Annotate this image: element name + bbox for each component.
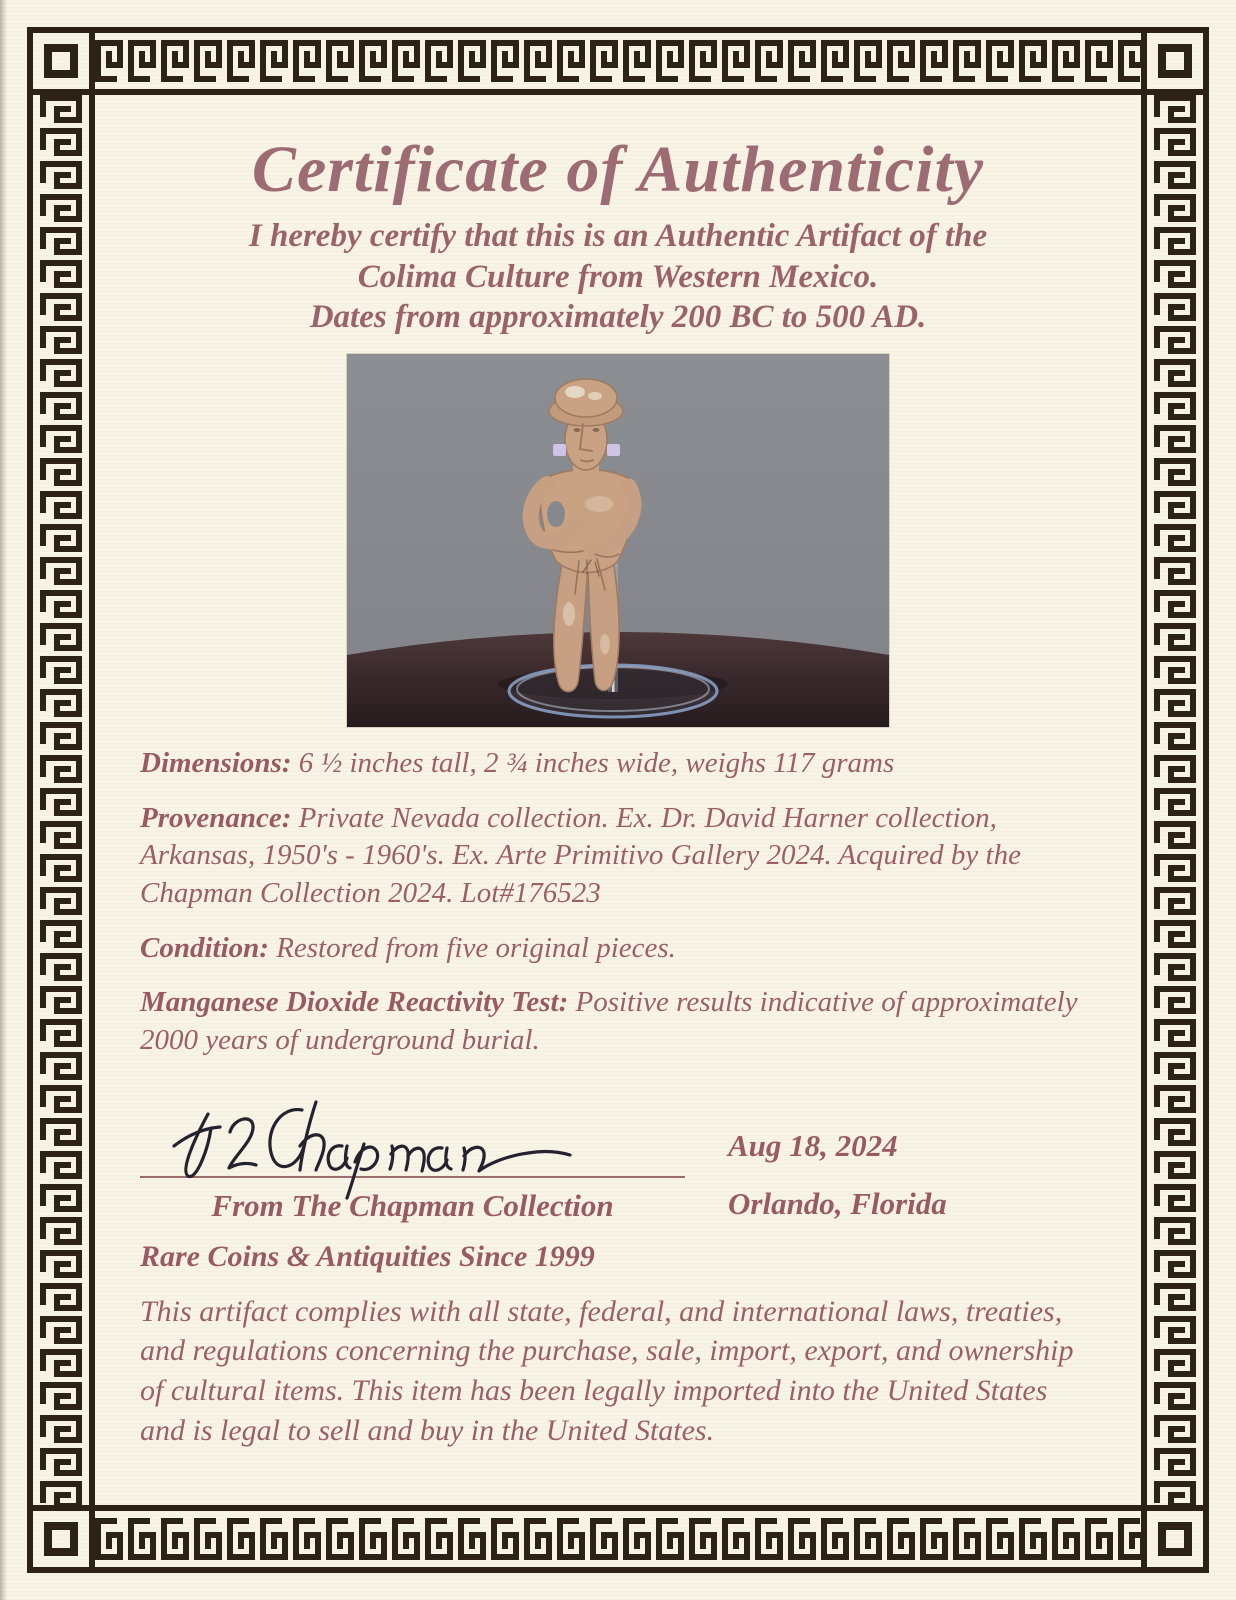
certificate-location: Orlando, Florida <box>728 1185 947 1221</box>
reactivity-test-label: Manganese Dioxide Reactivity Test: <box>140 986 569 1019</box>
figurine-illustration <box>347 354 889 727</box>
provenance-label: Provenance: <box>140 801 292 834</box>
signature-line <box>140 1176 685 1178</box>
reactivity-test-value: Positive results indicative of approximately 2000 years of underground burial. <box>140 986 1078 1057</box>
certificate-content <box>95 95 1141 1505</box>
certificate-date: Aug 18, 2024 <box>728 1127 898 1163</box>
condition-label: Condition: <box>140 931 269 964</box>
intro-line-2: Colima Culture from Western Mexico. <box>357 258 879 295</box>
legal-statement: This artifact complies with all state, federal, and international laws, treaties, and regulations concerning the purchase, sale, import, export, and ownership of cultural items. This item has been legally imported into the United States and is legal to sell and buy in the United States. <box>140 1294 1074 1447</box>
signature-block <box>140 1084 685 1224</box>
signature-ink <box>150 1084 630 1202</box>
company-tagline: Rare Coins & Antiquities Since 1999 <box>140 1239 595 1273</box>
condition-field <box>140 930 1096 968</box>
page-title: Certificate of Authenticity <box>251 133 985 206</box>
dimensions-field <box>140 745 1096 783</box>
artifact-photo <box>347 354 889 727</box>
artifact-details <box>140 745 1096 1060</box>
signature-section <box>140 1084 1096 1224</box>
date-block <box>710 1128 1096 1224</box>
intro-line-3: Dates from approximately 200 BC to 500 AD. <box>309 298 927 335</box>
condition-value: Restored from five original pieces. <box>276 931 676 964</box>
certification-statement <box>140 216 1096 337</box>
provenance-value: Private Nevada collection. Ex. Dr. David Harner collection, Arkansas, 1950's - 1960's. Ex. Arte Primitivo Gallery 2024. Acquired by the Chapman Collection 2024. Lot#176523 <box>140 801 1021 910</box>
reactivity-test-field <box>140 984 1096 1059</box>
dimensions-label: Dimensions: <box>140 747 292 780</box>
signature-caption: From The Chapman Collection <box>211 1187 614 1223</box>
dimensions-value: 6 ½ inches tall, 2 ¾ inches wide, weighs 117 grams <box>298 747 895 780</box>
intro-line-1: I hereby certify that this is an Authentic Artifact of the <box>248 218 988 255</box>
provenance-field <box>140 800 1096 913</box>
